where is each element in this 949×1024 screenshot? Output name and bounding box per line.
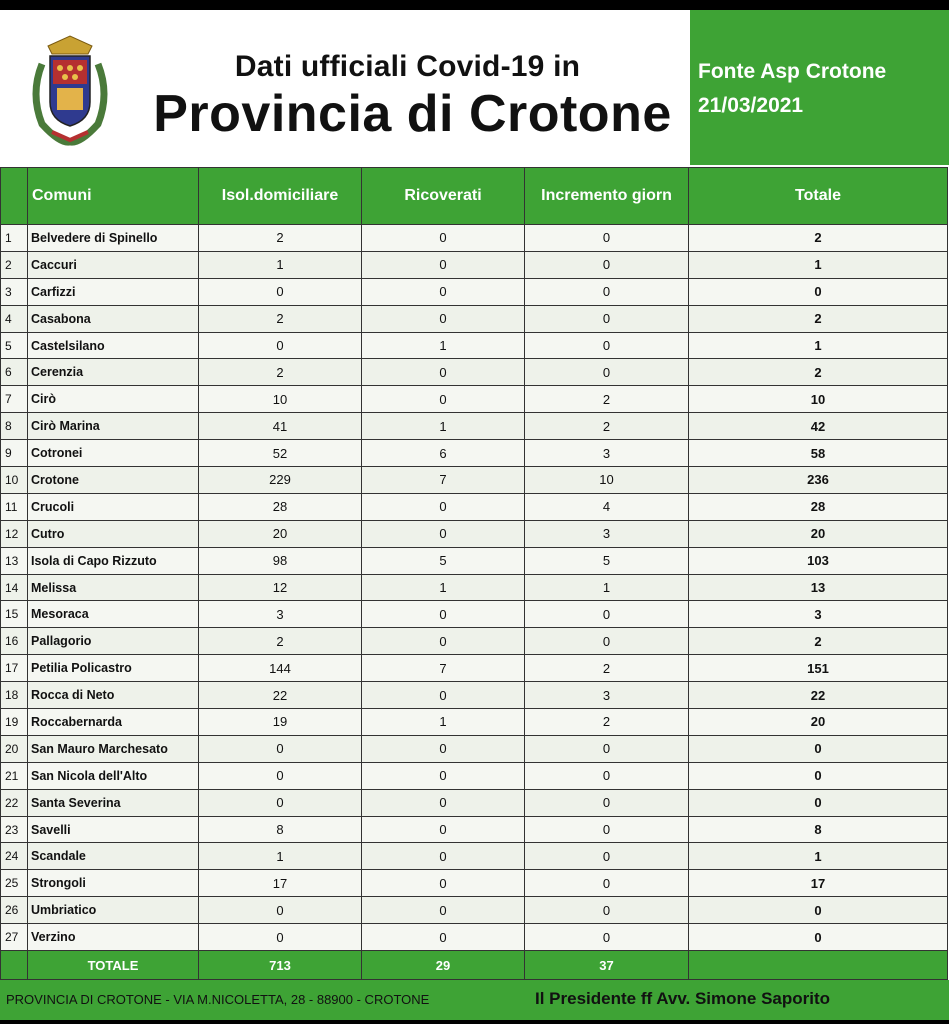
incremento-value: 3: [525, 520, 689, 547]
row-number: 6: [1, 359, 28, 386]
totale-value: 8: [689, 816, 948, 843]
table-row: [1, 601, 948, 628]
totale-value: 2: [689, 225, 948, 252]
title-line-1: Dati ufficiali Covid-19 in: [234, 50, 581, 83]
totale-value: 1: [689, 843, 948, 870]
comune-name: Cirò Marina: [28, 413, 199, 440]
ricoverati-value: 7: [362, 467, 525, 494]
row-number: 5: [1, 332, 28, 359]
incremento-value: 0: [525, 251, 689, 278]
table-row: [1, 278, 948, 305]
incremento-value: 0: [525, 762, 689, 789]
ricoverati-value: 1: [362, 574, 525, 601]
comune-name: Cerenzia: [28, 359, 199, 386]
totals-label: TOTALE: [28, 951, 199, 980]
comune-name: Savelli: [28, 816, 199, 843]
table-row: [1, 816, 948, 843]
table-row: [1, 924, 948, 951]
totale-value: 13: [689, 574, 948, 601]
bulletin-sheet: [0, 10, 949, 1020]
isolamento-value: 0: [199, 924, 362, 951]
totals-isolamento: 713: [199, 951, 362, 980]
covid-data-table: [0, 167, 948, 980]
totale-value: 17: [689, 870, 948, 897]
title-line-2: Provincia di Crotone: [153, 85, 672, 143]
incremento-value: 0: [525, 278, 689, 305]
table-row: [1, 359, 948, 386]
comune-name: Petilia Policastro: [28, 655, 199, 682]
comune-name: Scandale: [28, 843, 199, 870]
column-header-comuni: Comuni: [28, 168, 199, 225]
table-row: [1, 225, 948, 252]
row-number: 26: [1, 897, 28, 924]
isolamento-value: 28: [199, 493, 362, 520]
incremento-value: 3: [525, 682, 689, 709]
ricoverati-value: 0: [362, 870, 525, 897]
ricoverati-value: 0: [362, 897, 525, 924]
totale-value: 151: [689, 655, 948, 682]
ricoverati-value: 0: [362, 520, 525, 547]
comune-name: Castelsilano: [28, 332, 199, 359]
column-header-number: [1, 168, 28, 225]
ricoverati-value: 0: [362, 682, 525, 709]
isolamento-value: 3: [199, 601, 362, 628]
ricoverati-value: 0: [362, 305, 525, 332]
ricoverati-value: 0: [362, 816, 525, 843]
row-number: 23: [1, 816, 28, 843]
incremento-value: 1: [525, 574, 689, 601]
incremento-value: 0: [525, 305, 689, 332]
isolamento-value: 1: [199, 843, 362, 870]
ricoverati-value: 6: [362, 440, 525, 467]
incremento-value: 2: [525, 709, 689, 736]
row-number: 18: [1, 682, 28, 709]
isolamento-value: 0: [199, 332, 362, 359]
comune-name: Strongoli: [28, 870, 199, 897]
row-number: 14: [1, 574, 28, 601]
isolamento-value: 144: [199, 655, 362, 682]
incremento-value: 0: [525, 225, 689, 252]
totale-value: 20: [689, 520, 948, 547]
ricoverati-value: 0: [362, 628, 525, 655]
table-row: [1, 897, 948, 924]
table-row: [1, 547, 948, 574]
table-row: [1, 440, 948, 467]
table-row: [1, 574, 948, 601]
comune-name: Crucoli: [28, 493, 199, 520]
footer-address: PROVINCIA DI CROTONE - VIA M.NICOLETTA, 28 - 88900 - CROTONE: [6, 992, 430, 1007]
incremento-value: 4: [525, 493, 689, 520]
comune-name: Cirò: [28, 386, 199, 413]
table-row: [1, 735, 948, 762]
isolamento-value: 20: [199, 520, 362, 547]
title-area: [0, 10, 690, 165]
row-number: 15: [1, 601, 28, 628]
totale-value: 0: [689, 789, 948, 816]
totale-value: 28: [689, 493, 948, 520]
table-row: [1, 843, 948, 870]
comune-name: Umbriatico: [28, 897, 199, 924]
isolamento-value: 52: [199, 440, 362, 467]
row-number: 13: [1, 547, 28, 574]
totals-totale: [689, 951, 948, 980]
row-number: 3: [1, 278, 28, 305]
ricoverati-value: 0: [362, 601, 525, 628]
incremento-value: 2: [525, 386, 689, 413]
totale-value: 1: [689, 332, 948, 359]
row-number: 27: [1, 924, 28, 951]
table-row: [1, 520, 948, 547]
totals-incremento: 37: [525, 951, 689, 980]
column-header-ricoverati: Ricoverati: [362, 168, 525, 225]
table-body: [1, 225, 948, 951]
table-row: [1, 251, 948, 278]
isolamento-value: 229: [199, 467, 362, 494]
ricoverati-value: 0: [362, 924, 525, 951]
comune-name: Pallagorio: [28, 628, 199, 655]
totale-value: 0: [689, 278, 948, 305]
ricoverati-value: 1: [362, 413, 525, 440]
footer-signature: Il Presidente ff Avv. Simone Saporito: [535, 989, 831, 1008]
incremento-value: 0: [525, 628, 689, 655]
totals-ricoverati: 29: [362, 951, 525, 980]
report-date: 21/03/2021: [698, 94, 804, 117]
province-crest-icon: [20, 24, 120, 149]
comune-name: Cotronei: [28, 440, 199, 467]
totale-value: 236: [689, 467, 948, 494]
table-row: [1, 386, 948, 413]
comune-name: San Nicola dell'Alto: [28, 762, 199, 789]
totale-value: 2: [689, 305, 948, 332]
table-row: [1, 870, 948, 897]
ricoverati-value: 1: [362, 332, 525, 359]
row-number: 10: [1, 467, 28, 494]
comune-name: Caccuri: [28, 251, 199, 278]
row-number: 8: [1, 413, 28, 440]
incremento-value: 0: [525, 789, 689, 816]
isolamento-value: 2: [199, 305, 362, 332]
totale-value: 3: [689, 601, 948, 628]
table-row: [1, 332, 948, 359]
incremento-value: 0: [525, 359, 689, 386]
row-number: 25: [1, 870, 28, 897]
isolamento-value: 17: [199, 870, 362, 897]
isolamento-value: 0: [199, 789, 362, 816]
comune-name: Santa Severina: [28, 789, 199, 816]
row-number: 11: [1, 493, 28, 520]
row-number: 19: [1, 709, 28, 736]
ricoverati-value: 0: [362, 278, 525, 305]
ricoverati-value: 7: [362, 655, 525, 682]
source-box: [690, 10, 949, 165]
ricoverati-value: 0: [362, 386, 525, 413]
isolamento-value: 0: [199, 278, 362, 305]
isolamento-value: 19: [199, 709, 362, 736]
totale-value: 58: [689, 440, 948, 467]
row-number: 1: [1, 225, 28, 252]
row-number: 16: [1, 628, 28, 655]
isolamento-value: 0: [199, 735, 362, 762]
table-row: [1, 493, 948, 520]
totale-value: 10: [689, 386, 948, 413]
isolamento-value: 8: [199, 816, 362, 843]
isolamento-value: 22: [199, 682, 362, 709]
incremento-value: 0: [525, 870, 689, 897]
table-row: [1, 305, 948, 332]
table-row: [1, 628, 948, 655]
table-row: [1, 709, 948, 736]
incremento-value: 2: [525, 655, 689, 682]
incremento-value: 10: [525, 467, 689, 494]
source-label: Fonte Asp Crotone: [698, 60, 887, 83]
incremento-value: 0: [525, 735, 689, 762]
totale-value: 2: [689, 359, 948, 386]
ricoverati-value: 0: [362, 359, 525, 386]
totale-value: 22: [689, 682, 948, 709]
totals-row: [1, 951, 948, 980]
ricoverati-value: 0: [362, 789, 525, 816]
ricoverati-value: 1: [362, 709, 525, 736]
comune-name: Roccabernarda: [28, 709, 199, 736]
header: [0, 10, 949, 165]
ricoverati-value: 0: [362, 225, 525, 252]
row-number: 9: [1, 440, 28, 467]
incremento-value: 0: [525, 332, 689, 359]
comune-name: Isola di Capo Rizzuto: [28, 547, 199, 574]
table-row: [1, 762, 948, 789]
ricoverati-value: 0: [362, 251, 525, 278]
footer: [0, 980, 949, 1020]
incremento-value: 3: [525, 440, 689, 467]
incremento-value: 0: [525, 843, 689, 870]
incremento-value: 0: [525, 897, 689, 924]
isolamento-value: 2: [199, 225, 362, 252]
totals-number-cell: [1, 951, 28, 980]
row-number: 17: [1, 655, 28, 682]
table-row: [1, 655, 948, 682]
isolamento-value: 2: [199, 359, 362, 386]
row-number: 22: [1, 789, 28, 816]
column-header-isolamento: Isol.domiciliare: [199, 168, 362, 225]
ricoverati-value: 0: [362, 735, 525, 762]
comune-name: Belvedere di Spinello: [28, 225, 199, 252]
comune-name: Casabona: [28, 305, 199, 332]
totale-value: 0: [689, 762, 948, 789]
comune-name: Mesoraca: [28, 601, 199, 628]
totale-value: 0: [689, 924, 948, 951]
row-number: 20: [1, 735, 28, 762]
incremento-value: 2: [525, 413, 689, 440]
row-number: 21: [1, 762, 28, 789]
totale-value: 20: [689, 709, 948, 736]
totale-value: 103: [689, 547, 948, 574]
incremento-value: 0: [525, 816, 689, 843]
column-header-incremento: Incremento giorn: [525, 168, 689, 225]
isolamento-value: 2: [199, 628, 362, 655]
ricoverati-value: 0: [362, 493, 525, 520]
totale-value: 2: [689, 628, 948, 655]
totale-value: 42: [689, 413, 948, 440]
totale-value: 1: [689, 251, 948, 278]
comune-name: Crotone: [28, 467, 199, 494]
totale-value: 0: [689, 897, 948, 924]
incremento-value: 0: [525, 601, 689, 628]
table-header-row: [1, 168, 948, 225]
incremento-value: 5: [525, 547, 689, 574]
table-row: [1, 789, 948, 816]
column-header-totale: Totale: [689, 168, 948, 225]
ricoverati-value: 0: [362, 843, 525, 870]
row-number: 12: [1, 520, 28, 547]
ricoverati-value: 0: [362, 762, 525, 789]
comune-name: Rocca di Neto: [28, 682, 199, 709]
row-number: 7: [1, 386, 28, 413]
table-row: [1, 413, 948, 440]
isolamento-value: 0: [199, 897, 362, 924]
isolamento-value: 12: [199, 574, 362, 601]
table-row: [1, 682, 948, 709]
incremento-value: 0: [525, 924, 689, 951]
isolamento-value: 41: [199, 413, 362, 440]
comune-name: Cutro: [28, 520, 199, 547]
isolamento-value: 0: [199, 762, 362, 789]
comune-name: Verzino: [28, 924, 199, 951]
table-row: [1, 467, 948, 494]
row-number: 4: [1, 305, 28, 332]
isolamento-value: 10: [199, 386, 362, 413]
row-number: 24: [1, 843, 28, 870]
comune-name: Carfizzi: [28, 278, 199, 305]
comune-name: Melissa: [28, 574, 199, 601]
isolamento-value: 1: [199, 251, 362, 278]
comune-name: San Mauro Marchesato: [28, 735, 199, 762]
totale-value: 0: [689, 735, 948, 762]
row-number: 2: [1, 251, 28, 278]
ricoverati-value: 5: [362, 547, 525, 574]
isolamento-value: 98: [199, 547, 362, 574]
